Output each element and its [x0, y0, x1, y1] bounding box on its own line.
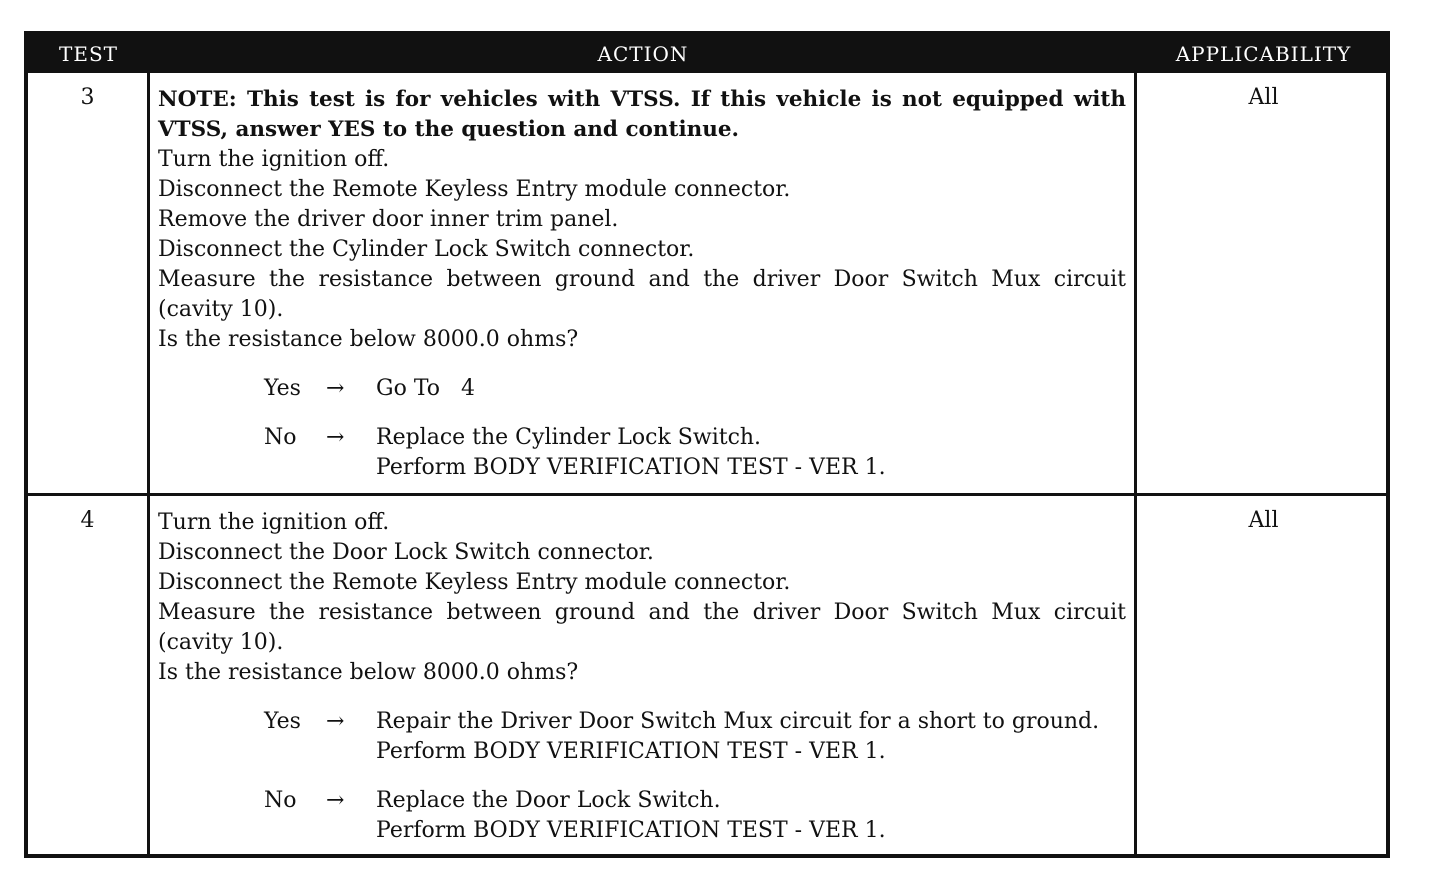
step-line: Disconnect the Remote Keyless Entry module connector. [158, 570, 791, 595]
test-number: 4 [80, 508, 95, 533]
result-text [376, 423, 1126, 483]
result-label: Yes [264, 376, 301, 401]
arrow-icon: → [326, 709, 345, 734]
action-cell [158, 508, 1126, 846]
header-applicability: APPLICABILITY [1175, 42, 1352, 66]
step-line: Disconnect the Cylinder Lock Switch connector. [158, 237, 695, 262]
result-line: Perform BODY VERIFICATION TEST - VER 1. [376, 455, 886, 480]
step-line: Disconnect the Remote Keyless Entry module connector. [158, 177, 791, 202]
applicability-value: All [1248, 508, 1279, 533]
applicability-value: All [1248, 85, 1279, 110]
step-line: Is the resistance below 8000.0 ohms? [158, 660, 579, 685]
step-line: (cavity 10). [158, 630, 284, 655]
result-line: Repair the Driver Door Switch Mux circuit for a short to ground. [376, 709, 1100, 734]
result-text [376, 374, 1126, 404]
result-no [264, 786, 1126, 846]
step-line: (cavity 10). [158, 297, 284, 322]
arrow-icon: → [326, 425, 345, 450]
step-line: Turn the ignition off. [158, 510, 390, 535]
diagnostic-table [24, 31, 1390, 858]
arrow-icon: → [326, 788, 345, 813]
step-line: Turn the ignition off. [158, 147, 390, 172]
result-label: No [264, 425, 297, 450]
result-line: Perform BODY VERIFICATION TEST - VER 1. [376, 818, 886, 843]
header-action: ACTION [597, 42, 689, 66]
header-test: TEST [59, 42, 118, 66]
table-header [28, 35, 1386, 73]
result-no [264, 423, 1126, 483]
step-line: Measure the resistance between ground and the driver Door Switch Mux circuit [158, 267, 1126, 292]
step-line: Disconnect the Door Lock Switch connector. [158, 540, 654, 565]
result-text [376, 786, 1126, 846]
result-yes [264, 707, 1126, 767]
result-line: Replace the Cylinder Lock Switch. [376, 425, 762, 450]
test-number: 3 [80, 85, 95, 110]
note-text: NOTE: This test is for vehicles with VTSS. If this vehicle is not equipped with VTSS, answer YES to the question and continue. [158, 87, 1126, 142]
result-text [376, 707, 1126, 767]
step-line: Measure the resistance between ground and the driver Door Switch Mux circuit [158, 600, 1126, 625]
table-row [28, 73, 1386, 493]
arrow-icon: → [326, 376, 345, 401]
action-cell [158, 85, 1126, 483]
result-yes [264, 374, 1126, 404]
result-line: Go To 4 [376, 376, 475, 401]
result-line: Replace the Door Lock Switch. [376, 788, 721, 813]
step-line: Remove the driver door inner trim panel. [158, 207, 619, 232]
result-label: Yes [264, 709, 301, 734]
result-line: Perform BODY VERIFICATION TEST - VER 1. [376, 739, 886, 764]
table-row [28, 496, 1386, 858]
result-label: No [264, 788, 297, 813]
step-line: Is the resistance below 8000.0 ohms? [158, 327, 579, 352]
